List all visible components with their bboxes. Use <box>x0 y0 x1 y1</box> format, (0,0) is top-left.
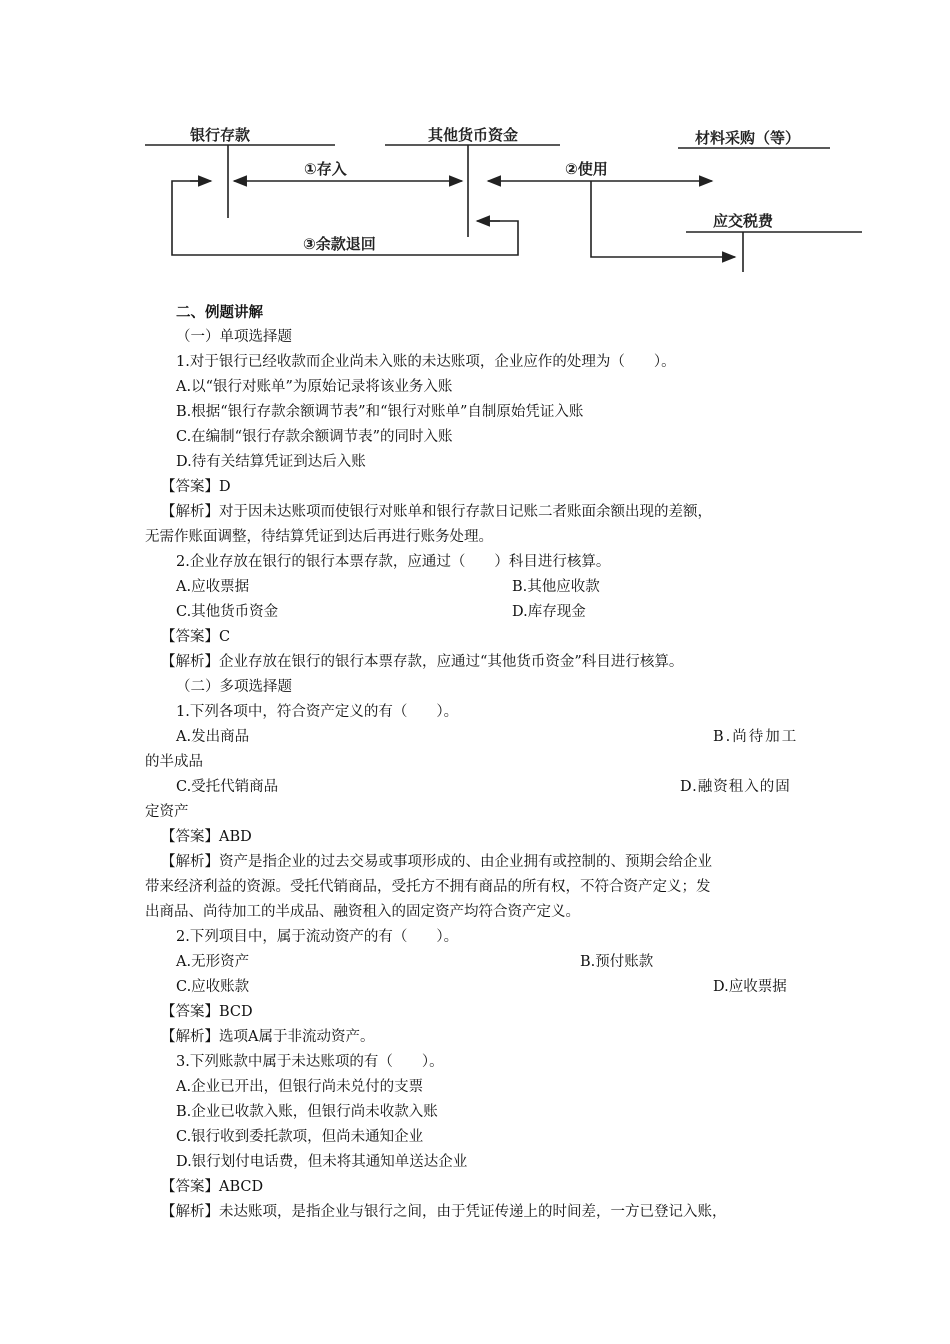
question-1-explanation-1: 【解析】对于因未达账项而使银行对账单和银行存款日记账二者账面余额出现的差额， <box>161 504 712 520</box>
question-2-explanation: 【解析】企业存放在银行的银行本票存款，应通过“其他货币资金”科目进行核算。 <box>161 654 684 670</box>
multi-question-1-option-d-cont: 定资产 <box>145 804 189 820</box>
multi-question-3: 3.下列账款中属于未达账项的有（ ）。 <box>176 1054 444 1070</box>
refund-label: ③余款退回 <box>303 235 376 253</box>
multi-question-2-answer: 【答案】BCD <box>161 1004 253 1020</box>
deposit-label: ①存入 <box>304 160 347 178</box>
question-1-answer: 【答案】D <box>161 479 231 495</box>
multi-choice-title: （二）多项选择题 <box>176 679 292 695</box>
multi-question-2-option-a: A.无形资产 <box>176 954 250 970</box>
multi-question-2-option-b: B.预付账款 <box>580 954 654 970</box>
tax-account-label: 应交税费 <box>713 212 774 230</box>
use-label: ②使用 <box>565 160 608 178</box>
question-2-option-c: C.其他货币资金 <box>176 604 279 620</box>
multi-question-2-explanation: 【解析】选项A属于非流动资产。 <box>161 1029 375 1045</box>
question-2-option-a: A.应收票据 <box>176 579 250 595</box>
question-1-explanation-2: 无需作账面调整，待结算凭证到达后再进行账务处理。 <box>145 529 493 545</box>
section-title: 二、例题讲解 <box>176 304 263 321</box>
multi-question-1-option-b: B.尚待加工 <box>713 729 799 745</box>
multi-question-3-answer: 【答案】ABCD <box>161 1179 264 1195</box>
multi-question-3-option-b: B.企业已收款入账，但银行尚未收款入账 <box>176 1104 438 1120</box>
multi-question-1-explanation-3: 出商品、尚待加工的半成品、融资租入的固定资产均符合资产定义。 <box>145 904 580 920</box>
question-2-answer: 【答案】C <box>161 629 231 645</box>
multi-question-2-option-c: C.应收账款 <box>176 979 250 995</box>
bank-account-label: 银行存款 <box>190 126 251 144</box>
single-choice-title: （一）单项选择题 <box>176 329 292 345</box>
multi-question-3-option-c: C.银行收到委托款项，但尚未通知企业 <box>176 1129 424 1145</box>
multi-question-2-option-d: D.应收票据 <box>713 979 787 995</box>
multi-question-1-answer: 【答案】ABD <box>161 829 252 845</box>
other-funds-account-label: 其他货币资金 <box>428 126 519 144</box>
multi-question-3-option-a: A.企业已开出，但银行尚未兑付的支票 <box>176 1079 424 1095</box>
question-2-option-d: D.库存现金 <box>512 604 586 620</box>
fund-flow-diagram <box>0 0 950 290</box>
multi-question-1-explanation-2: 带来经济利益的资源。受托代销商品，受托方不拥有商品的所有权，不符合资产定义；发 <box>145 879 711 895</box>
multi-question-3-option-d: D.银行划付电话费，但未将其通知单送达企业 <box>176 1154 468 1170</box>
multi-question-1-option-d: D.融资租入的固 <box>680 779 791 795</box>
question-1-option-c: C.在编制“银行存款余额调节表”的同时入账 <box>176 429 453 445</box>
multi-question-2: 2.下列项目中，属于流动资产的有（ ）。 <box>176 929 459 945</box>
multi-question-1-option-b-cont: 的半成品 <box>145 754 203 770</box>
multi-question-3-explanation: 【解析】未达账项，是指企业与银行之间，由于凭证传递上的时间差，一方已登记入账， <box>161 1204 727 1220</box>
materials-account-label: 材料采购（等） <box>695 129 801 147</box>
question-1-option-b: B.根据“银行存款余额调节表”和“银行对账单”自制原始凭证入账 <box>176 404 584 420</box>
question-2: 2.企业存放在银行的银行本票存款，应通过（ ）科目进行核算。 <box>176 554 611 570</box>
multi-question-1-option-a: A.发出商品 <box>176 729 250 745</box>
question-2-option-b: B.其他应收款 <box>512 579 600 595</box>
multi-question-1-option-c: C.受托代销商品 <box>176 779 279 795</box>
question-1: 1.对于银行已经收款而企业尚未入账的未达账项，企业应作的处理为（ ）。 <box>176 354 676 370</box>
multi-question-1: 1.下列各项中，符合资产定义的有（ ）。 <box>176 704 459 720</box>
multi-question-1-explanation-1: 【解析】资产是指企业的过去交易或事项形成的、由企业拥有或控制的、预期会给企业 <box>161 854 712 870</box>
question-1-option-a: A.以“银行对账单”为原始记录将该业务入账 <box>176 379 453 395</box>
question-1-option-d: D.待有关结算凭证到达后入账 <box>176 454 366 470</box>
